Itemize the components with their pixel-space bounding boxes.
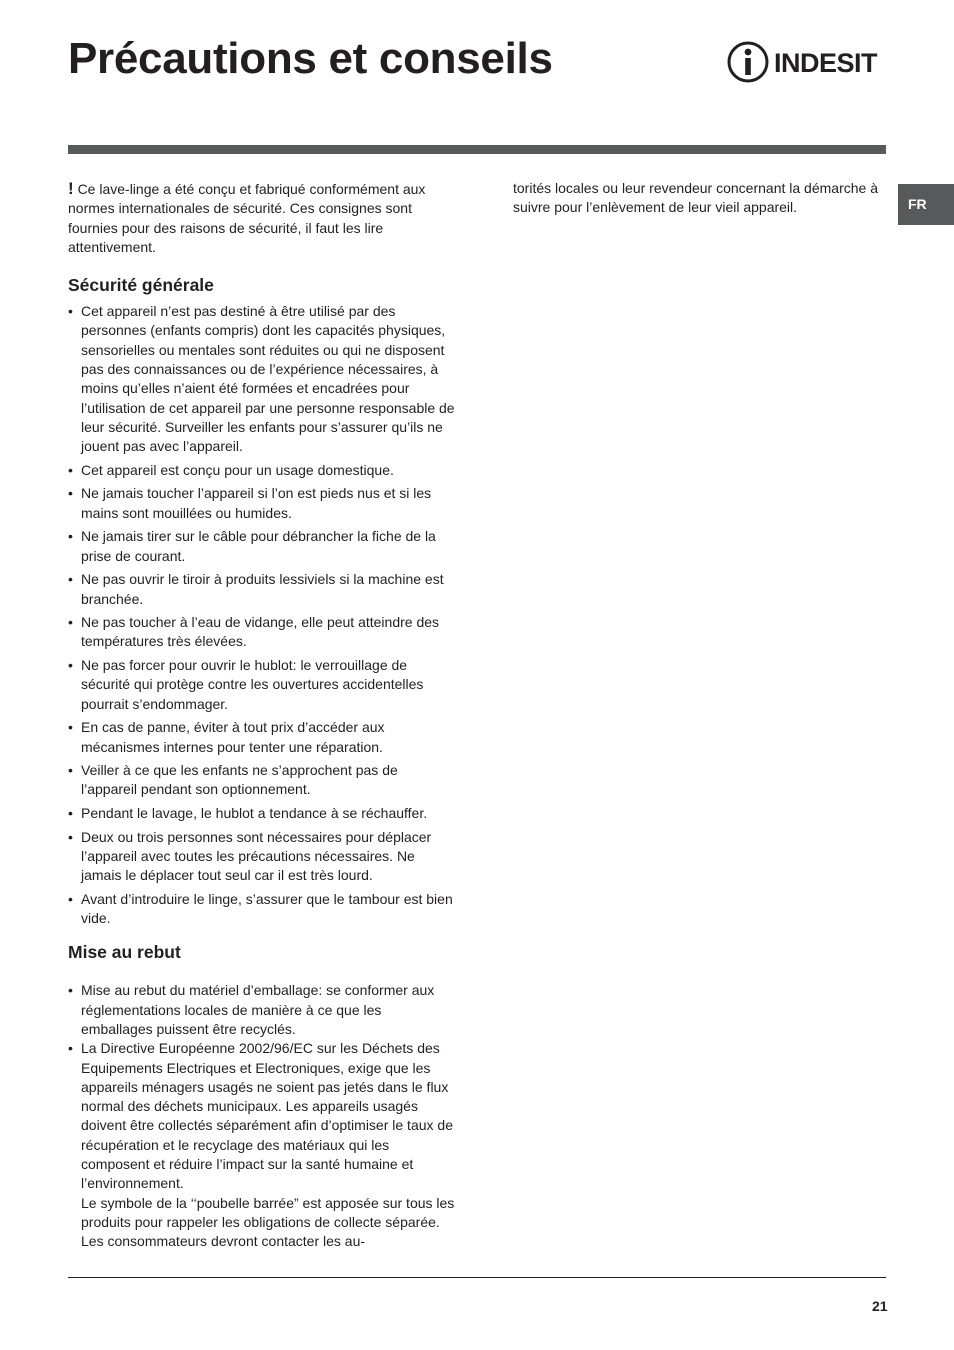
list-item — [68, 1039, 456, 1251]
list-item: • Pendant le lavage, le hublot a tendance à se réchauffer. — [68, 804, 456, 823]
continued-paragraph: torités locales ou leur revendeur concernant la démarche à suivre pour l’enlèvement de leur vieil appareil. — [513, 180, 878, 216]
page-title: Précautions et conseils — [68, 34, 553, 83]
list-item: • Ne jamais tirer sur le câble pour débrancher la fiche de la prise de courant. — [68, 527, 456, 566]
brand-name: INDESIT — [774, 48, 878, 78]
crossed-bin-paragraph: Le symbole de la ‘‘poubelle barrée” est apposée sur tous les produits pour rappeler les obligations de collecte séparée. Les consommateurs devront contacter les au- — [81, 1194, 455, 1250]
language-tab: FR — [898, 184, 954, 225]
list-item: • Ne pas ouvrir le tiroir à produits lessiviels si la machine est branchée. — [68, 570, 456, 609]
page-number: 21 — [872, 1298, 888, 1314]
left-column — [68, 179, 456, 1252]
list-item: • Ne pas forcer pour ouvrir le hublot: le verrouillage de sécurité qui protège contre les ouvertures accidentelles pourrait s’endommager. — [68, 656, 456, 714]
mise-au-rebut-list — [68, 981, 456, 1251]
weee-directive-paragraph: • La Directive Européenne 2002/96/EC sur les Déchets des Equipements Electriques et Electroniques, exige que les appareils ménagers usagés ne soient pas jetés dans le flux normal des déchets municipaux. Les appareils usagés doivent être collectés séparément afin d’optimiser le taux de récupération et le recyclage des matériaux qui les composent et réduire l’impact sur la santé humaine et l’environnement. — [81, 1040, 453, 1192]
list-item: • Ne jamais toucher l’appareil si l’on est pieds nus et si les mains sont mouillées ou humides. — [68, 484, 456, 523]
brand-logo — [726, 40, 888, 84]
header-rule — [68, 145, 886, 154]
section-heading-securite-generale: Sécurité générale — [68, 275, 214, 296]
list-item: • Cet appareil n’est pas destiné à être utilisé par des personnes (enfants compris) dont les capacités physiques, sensorielles ou mentales sont réduites ou qui ne disposent pas des connaissances ou de l’expérience nécessaires, à moins qu’elles n’aient été formées et encadrées pour l’utilisation de cet appareil par une personne responsable de leur sécurité. Surveiller les enfants pour s’assurer qu’ils ne jouent pas avec l’appareil. — [68, 302, 456, 456]
securite-generale-list — [68, 302, 456, 928]
footer-rule — [68, 1277, 886, 1278]
list-item: • Ne pas toucher à l’eau de vidange, elle peut atteindre des températures très élevées. — [68, 613, 456, 652]
warning-icon: ! — [68, 179, 74, 198]
intro-text: Ce lave-linge a été conçu et fabriqué conformément aux normes internationales de sécurité. Ces consignes sont fournies pour des raisons de sécurité, il faut les lire attentivement. — [68, 181, 426, 255]
list-item: • En cas de panne, éviter à tout prix d’accéder aux mécanismes internes pour tenter une réparation. — [68, 718, 456, 757]
list-item: • Veiller à ce que les enfants ne s’approchent pas de l’appareil pendant son optionnement. — [68, 761, 456, 800]
right-column — [513, 179, 888, 218]
list-item: • Avant d’introduire le linge, s’assurer que le tambour est bien vide. — [68, 890, 456, 929]
indesit-i-logo-icon — [726, 40, 770, 84]
list-item: • Deux ou trois personnes sont nécessaires pour déplacer l’appareil avec toutes les précautions nécessaires. Ne jamais le déplacer tout seul car il est très lourd. — [68, 828, 456, 886]
list-item: • Cet appareil est conçu pour un usage domestique. — [68, 461, 456, 480]
section-heading-mise-au-rebut: Mise au rebut — [68, 942, 181, 963]
list-item: • Mise au rebut du matériel d’emballage: se conformer aux réglementations locales de manière à ce que les emballages puissent être recyclés. — [68, 981, 456, 1039]
intro-paragraph — [68, 179, 456, 257]
